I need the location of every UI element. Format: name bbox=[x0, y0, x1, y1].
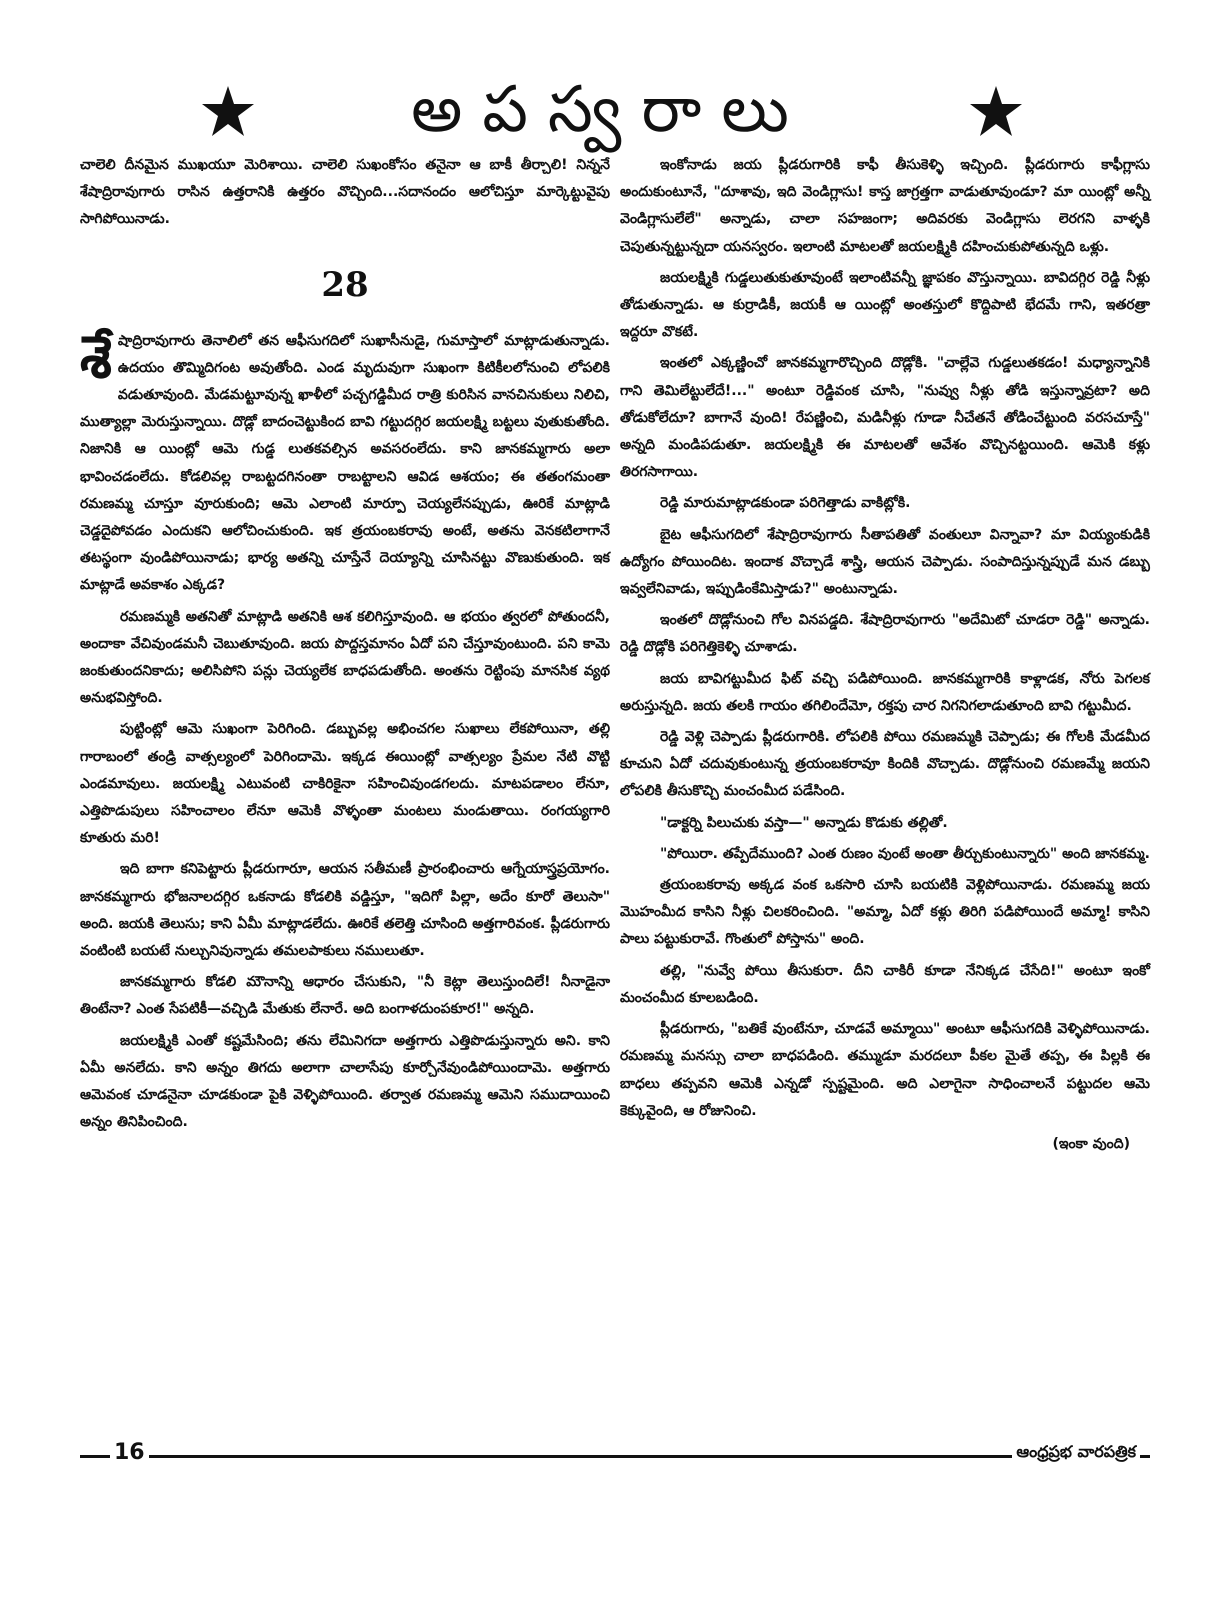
footer-rule bbox=[80, 1455, 1150, 1458]
paragraph: త్రయంబకరావు అక్కడ వంక ఒకసారి చూసి బయటికి వెళ్లిపోయినాడు. రమణమ్మ జయ మొహంమీద కాసిని నీళ్లు చిలకరించింది. "అమ్మా, ఏదో కళ్లు తిరిగి పడిపోయిందే అమ్మా! కాసిని పాలు పట్టుకురావే. గొంతులో పోస్తాను" అంది. bbox=[620, 877, 1150, 948]
star-icon bbox=[968, 84, 1024, 140]
to-be-continued: (ఇంకా వుంది) bbox=[1052, 1135, 1130, 1152]
left-column bbox=[80, 152, 610, 1141]
star-icon bbox=[200, 84, 256, 140]
paragraph bbox=[80, 322, 610, 600]
paragraph: ప్లీడరుగారు, "బతికే వుంటేనూ, చూడవే అమ్మాయి" అంటూ ఆఫీసుగదికి వెళ్ళిపోయినాడు. రమణమ్మ మనస్సు చాలా బాధపడింది. తమ్ముడూ మరదలూ పీకల మైతే తప్ప, ఈ పిల్లకి ఈ బాధలు తప్పవని ఆమెకి ఎన్నడో స్పష్టమైంది. అది ఎలాగైనా సాధించాలనే పట్టుదల ఆమె కెక్కువైంది, ఆ రోజునించి. bbox=[620, 1021, 1150, 1119]
paragraph: పుట్టింట్లో ఆమె సుఖంగా పెరిగింది. డబ్బువల్ల అభించగల సుఖాలు లేకపోయినా, తల్లి గారాబంలో తండ్రి వాత్సల్యంలో పెరిగిందామె. ఇక్కడ ఈయింట్లో వాత్సల్యం ప్రేమల నేటి వొట్టి ఎండమావులు. జయలక్ష్మి ఎటువంటి చాకిరికైనా సహించివుండగలదు. మాటపడాలం లేనూ, ఎత్తిపొడుపులు సహించాలం లేనూ ఆమెకి వొళ్ళంతా మంటలు మండుతాయి. రంగయ్యగారి కూతురు మరి! bbox=[80, 721, 610, 847]
paragraph: ఇంతలో దొడ్లోనుంచి గోల వినపడ్డది. శేషాద్రిరావుగారు "అదేమిటో చూడరా రెడ్డి" అన్నాడు. రెడ్డి దొడ్లోకి పరిగెత్తికెళ్ళి చూశాడు. bbox=[620, 612, 1150, 656]
page-number: 16 bbox=[110, 1440, 149, 1465]
publication-name: ఆంధ్రప్రభ వారపత్రిక bbox=[1012, 1442, 1140, 1465]
paragraph: ఇంకోనాడు జయ ప్లీడరుగారికి కాఫీ తీసుకెళ్ళి ఇచ్చింది. ప్లీడరుగారు కాఫీగ్లాసు అందుకుంటూనే, "దూశావు, ఇది వెండిగ్లాసు! కాస్త జాగ్రత్తగా వాడుతూవుండూ? మా యింట్లో అన్నీ వెండిగ్లాసులేలే" అన్నాడు, చాలా సహజంగా; అదివరకు వెండిగ్లాసు లెరగని వాళ్ళకి చెపుతున్నట్టున్నదా యనస్వరం. ఇలాంటి మాటలతో జయలక్ష్మికి దహించుకుపోతున్నది ఒళ్లు. bbox=[620, 157, 1150, 255]
paragraph: ఇది బాగా కనిపెట్టారు ప్లీడరుగారూ, ఆయన సతీమణీ ప్రారంభించారు ఆగ్నేయాస్త్రప్రయోగం. జానకమ్మగారు భోజనాలదగ్గిర ఒకనాడు కోడలికి వడ్డిస్తూ, "ఇదిగో పిల్లా, అదేం కూరో తెలుసా" అంది. జయకి తెలుసు; కాని ఏమీ మాట్లాడలేదు. ఊరికే తలెత్తి చూసింది అత్తగారివంక. ప్లీడరుగారు వంటింటి బయటే నుల్చునివున్నాడు తమలపాకులు నములుతూ. bbox=[80, 861, 610, 960]
paragraph: బైట ఆఫీసుగదిలో శేషాద్రిరావుగారు సీతాపతితో వంతులూ విన్నావా? మా వియ్యంకుడికి ఉద్యోగం పోయిందిట. ఇందాక వొచ్చాడే శాస్త్రి, ఆయన చెప్పాడు. సంపాదిస్తున్నప్పుడే మన డబ్బు ఇవ్వలేనివాడు, ఇప్పుడింకేమిస్తాడు?" అంటున్నాడు. bbox=[620, 526, 1150, 598]
paragraph: జయ బావిగట్టుమీద ఫిట్ వచ్చి పడిపోయింది. జానకమ్మగారికి కాళ్లాడక, నోరు పెగలక అరుస్తున్నది. జయ తలకి గాయం తగిలిందేమో, రక్తపు చార నిగనిగలాడుతూంది బావి గట్టుమీద. bbox=[620, 670, 1150, 714]
paragraph: జయలక్ష్మికి గుడ్డలుతుకుతూవుంటే ఇలాంటివన్నీ జ్ఞాపకం వొస్తున్నాయి. బావిదగ్గిర రెడ్డి నీళ్లు తోడుతున్నాడు. ఆ కుర్రాడికీ, జయకీ ఆ యింట్లో అంతస్తులో కొద్దిపాటి భేదమే గాని, ఇతరత్రా ఇద్దరూ వొకటే. bbox=[620, 269, 1150, 341]
paragraph: "డాక్టర్ని పిలుచుకు వస్తా—" అన్నాడు కొడుకు తల్లితో. bbox=[660, 814, 948, 831]
paragraph: రమణమ్మకి అతనితో మాట్లాడి అతనికి ఆశ కలిగిస్తూవుంది. ఆ భయం త్వరలో పోతుందనీ, అందాకా వేచివుండమనీ చెబుతూవుంది. జయ పొద్దస్తమానం ఏదో పని చేస్తూవుంటుంది. పని కామె జంకుతుందనికాదు; అలిసిపోని పన్లు చెయ్యలేక బాధపడుతోంది. అంతను రెట్టింపు మానసిక వ్యథ అనుభవిస్తోంది. bbox=[80, 608, 610, 707]
paragraph: తల్లి, "నువ్వే పోయి తీసుకురా. దీని చాకిరీ కూడా నేనిక్కడ చేసేది!" అంటూ ఇంకో మంచంమీద కూలబడింది. bbox=[620, 962, 1150, 1006]
paragraph: ఇంతలో ఎక్కణ్ణించో జానకమ్మగారొచ్చింది దొడ్లోకి. "చాల్లేవె గుడ్డలుతకడం! మధ్యాన్నానికి గాని తెమిలేట్టులేదే!..." అంటూ రెడ్డివంక చూసి, "నువ్వు నీళ్లు తోడి ఇస్తున్నావ్రటా? అది తోడుకోలేదూ? బాగానే వుంది! రేపణ్ణించి, మడినీళ్లు గూడా నీచేతనే తోడించేట్టుంది వరసచూస్తే" అన్నది మండిపడుతూ. జయలక్ష్మికి ఈ మాటలతో ఆవేశం వొచ్చినట్టయింది. ఆమెకి కళ్లు తిరగసాగాయి. bbox=[620, 355, 1150, 481]
paragraph: "పోయిరా. తప్పేదేముంది? ఎంత రుణం వుంటే అంతా తీర్చుకుంటున్నారు" అంది జానకమ్మ. bbox=[660, 845, 1150, 862]
drop-cap: శే bbox=[80, 322, 112, 391]
paragraph-text: షాద్రిరావుగారు తెనాలిలో తన ఆఫీసుగదిలో సుఖాసీనుడై, గుమాస్తాలో మాట్లాడుతున్నాడు. ఉదయం తొమ్మిదిగంట అవుతోంది. ఎండ మృదువుగా సుఖంగా కిటికీలలోనుంచి లోపలికి వడుతూవుంది. మేడమట్టూవున్న ఖాళీలో పచ్చగడ్డిమీద రాత్రి కురిసిన వానచినుకులు నిలిచి, ముత్యాల్లా మెరుస్తున్నాయి. దొడ్లో బాదంచెట్టుకింద బావి గట్టుదగ్గిర జయలక్ష్మి బట్టలు వుతుకుతోంది. నిజానికి ఆ యింట్లో ఆమె గుడ్డ లుతకవల్సిన అవసరంలేదు. కాని జానకమ్మగారు అలా భావించడంలేదు. కోడలివల్ల రాబట్టదగినంతా రాబట్టాలని ఆవిడ ఆశయం; ఈ తతంగమంతా రమణమ్మ చూస్తూ వూరుకుంది; ఆమె ఎలాంటి మార్పూ చెయ్యలేనప్పుడు, ఊరికే మాట్లాడి చెడ్డదైపోవడం ఎందుకని ఆలోచించుకుంది. ఇక త్రయంబకరావు అంటే, అతను వెనకటిలాగానే తటస్థంగా వుండిపోయినాడు; భార్య అతన్ని చూస్తేనే దెయ్యాన్ని చూసినట్టు వొణుకుతుంది. ఇక మాట్లాడే అవకాశం ఎక్కడ? bbox=[80, 332, 610, 594]
intro-paragraph: చాలెలి దీనమైన ముఖయూ మెరిశాయి. చాలెలి సుఖంకోసం తనైనా ఆ బాకీ తీర్చాలి! నిన్ననే శేషాద్రిరావుగారు రాసిన ఉత్తరానికి ఉత్తరం వొచ్చింది...సదానందం ఆలోచిస్తూ మార్కెట్టువైపు సాగిపోయినాడు. bbox=[80, 157, 610, 228]
paragraph: జానకమ్మగారు కోడలి మౌనాన్ని ఆధారం చేసుకుని, "నీ కెట్లా తెలుస్తుందిలే! నీనాడైనా తింటేనా? ఎంత సేపటికీ—వచ్చిడి మేతుకు లేనారే. అది బంగాళదుంపకూర!" అన్నది. bbox=[80, 974, 610, 1018]
chapter-number: 28 bbox=[321, 264, 369, 305]
paragraph: రెడ్డి వెళ్లి చెప్పాడు ప్లీడరుగారికి. లోపలికి పోయి రమణమ్మకి చెప్పాడు; ఈ గోలకి మేడమీద కూచుని ఏదో చదువుకుంటున్న త్రయంబకరావూ కిందికి వొచ్చాడు. దొడ్లోనుంచి రమణమ్మే జయని లోపలికి తీసుకొచ్చి మంచంమీద పడేసింది. bbox=[620, 729, 1150, 800]
story-title: అపస్వరాలు bbox=[411, 73, 809, 147]
paragraph: రెడ్డి మారుమాట్లాడకుండా పరిగెత్తాడు వాకిట్లోకి. bbox=[660, 495, 911, 512]
page-header bbox=[0, 70, 1220, 150]
right-column bbox=[620, 152, 1150, 1158]
paragraph: జయలక్ష్మికి ఎంతో కష్టమేసింది; తను లేమినిగదా అత్తగారు ఎత్తిపొడుస్తున్నారు అని. కాని ఏమీ అనలేదు. కాని అన్నం తిగదు అలాగా చాలాసేపు కూర్చోనేవుండిపోయిందామె. అత్తగారు ఆమెవంక చూడనైనా చూడకుండా పైకి వెళ్ళిపోయింది. తర్వాత రమణమ్మ ఆమెని సముదాయించి అన్నం తినిపించింది. bbox=[80, 1032, 610, 1131]
